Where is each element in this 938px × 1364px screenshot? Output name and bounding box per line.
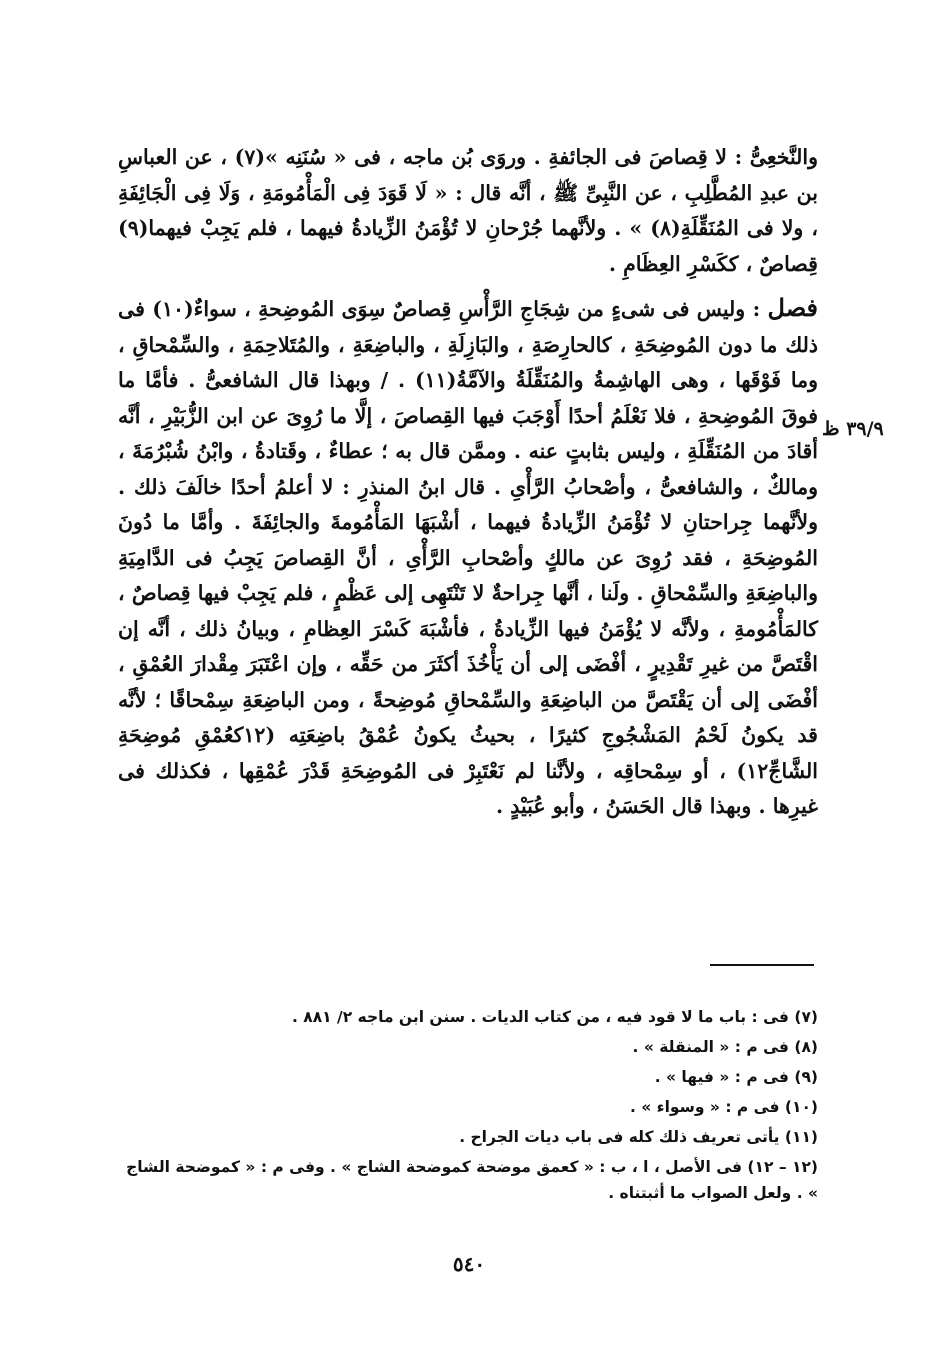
footnote: (١١) يأتى تعريف ذلك كله فى باب ديات الجراح . <box>459 1128 818 1146</box>
page-number: ٥٤٠ <box>452 1252 486 1276</box>
manuscript-folio-note: ٣٩/٩ ظ <box>822 418 884 440</box>
footnotes <box>118 1002 818 1206</box>
paragraph-text: والنَّخعِىُّ : لا قِصاصَ فى الجائفةِ . وروَى بُن ماجه ، فى « سُنَنِه »(٧) ، عن العباسِ بن عبدِ المُطَّلِبِ ، عن النَّبِىِّ ﷺ ، أنَّه قال : « لَا قَوَدَ فِى الْمَأْمُومَةِ ، وَلَا فِى الْجَائِفَةِ ، ولا فى المُنَقِّلَةِ(٨) » . ولأنَّهما جُرْحانِ لا تُؤْمَنُ الزِّيادةُ فيهما ، فلم يَجِبْ فيهما(٩) قِصاصٌ ، ككَسْرِ العِظَامِ . <box>118 145 819 276</box>
footnote: (٧) فى : باب ما لا قود فيه ، من كتاب الديات . سنن ابن ماجه ٢/ ٨٨١ . <box>291 1008 818 1026</box>
section-label: فصل <box>767 293 818 322</box>
paragraph <box>118 140 818 282</box>
paragraph-text: : وليس فى شىءٍ من شِجَاجِ الرَّأْسِ قِصاصٌ سِوَى المُوضِحةِ ، سواءٌ(١٠) فى ذلك ما دون المُوضِحَةِ ، كالحارِصَةِ ، والبَازِلَةِ ، والباضِعَةِ ، والمُتَلاحِمَةِ ، والسِّمْحاقِ ، وما فَوْقَها ، وهى الهاشِمةُ والمُنَقِّلَةُ والآمَّةُ(١١) . / وبهذا قال الشافعىُّ . فأمَّا ما فوقَ المُوضِحةِ ، فلا نَعْلَمُ أحدًا أَوْجَبَ فيها القِصاصَ ، إلَّا ما رُوِىَ عن ابن الزُّبَيْرِ ، أنَّه أقادَ من المُنَقِّلَةِ ، وليس بثابتٍ عنه . وممَّن قال به ؛ عطاءٌ ، وقَتادةُ ، وابْنُ شُبْرُمَةَ ، ومالكٌ ، والشافعىُّ ، وأصْحابُ الرَّأْىِ . قال ابنُ المنذرِ : لا أعلمُ أحدًا خالَفَ ذلك . ولأنَّهما جِراحتانِ لا تُؤْمَنُ الزِّيادةُ فيهما ، أشْبَهَا المَأْمُومةَ والجائِفَةَ . وأمَّا ما دُونَ المُوضِحَةِ ، فقد رُوِىَ عن مالكٍ وأصْحابِ الرَّأْىِ ، أنَّ القِصاصَ يَجِبُ فى الدَّامِيَةِ والباضِعَةِ والسِّمْحاقِ . ولَنا ، أنَّها جِراحةٌ لا تَنْتَهِى إلى عَظْمٍ ، فلم يَجِبْ فيها قِصاصٌ ، كالمَأْمُومةِ ، ولأنَّه لا يُؤْمَنُ فيها الزِّيادةُ ، فأشْبَهَ كَسْرَ العِظامِ ، وبيانُ ذلك ، أنَّه إن اقْتَصَّ من غيرِ تَقْدِيرٍ ، أفْضَى إلى أن يَأْخُذَ أكثَرَ من حَقِّه ، وإن اعْتَبَرَ مِقْدارَ العُمْقِ ، أفْضَى إلى أن يَقْتَصَّ من الباضِعَةِ والسِّمْحاقِ مُوضِحةً ، ومن الباضِعَةِ سِمْحاقًا ؛ لأنَّه قد يكونُ لَحْمُ المَشْجُوجِ كثيرًا ، بحيثُ يكونُ عُمْقُ باضِعَتِه (١٢كعُمْقِ مُوضِحَةِ الشَّاجِّ١٢) ، أو سِمْحاقِه ، ولأنَّنا لم نَعْتَبِرْ فى المُوضِحَةِ قَدْرَ عُمْقِها ، فكذلك فى غيرِها . وبهذا قال الحَسَنُ ، وأبو عُبَيْدٍ . <box>118 297 818 818</box>
footnote: (١٠) فى م : « وسواء » . <box>629 1098 818 1116</box>
section-paragraph <box>118 290 818 825</box>
footnote: (٨) فى م : « المنقلة » . <box>632 1038 818 1056</box>
main-text <box>118 140 818 825</box>
footnote-divider <box>710 964 814 966</box>
footnote: (١٢ – ١٢) فى الأصل ، ا ، ب : « كعمق موضحة كموضحة الشاج » . وفى م : « كموضحة الشاج » . ولعل الصواب ما أثبتناه . <box>126 1158 818 1202</box>
footnote: (٩) فى م : « فيها » . <box>654 1068 818 1086</box>
